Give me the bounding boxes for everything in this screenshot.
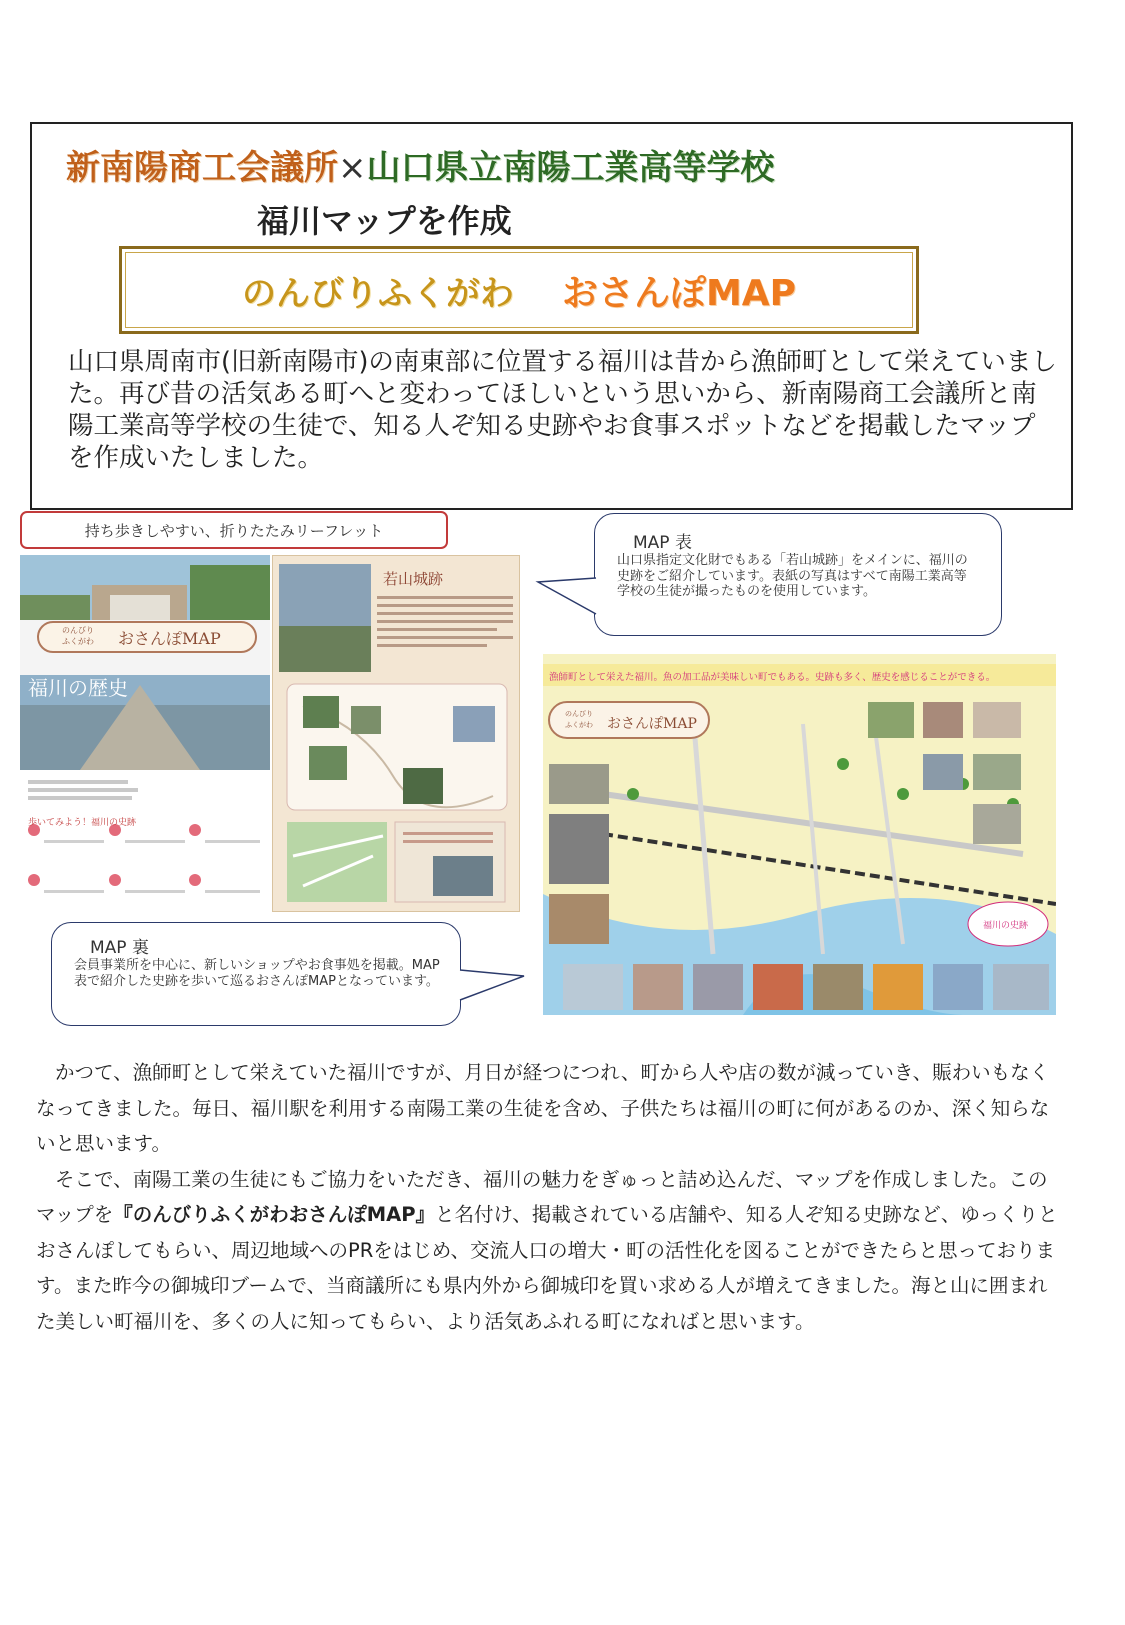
map-front-illustration: [543, 654, 1056, 1015]
leaflet-front-image: [20, 555, 270, 912]
leaflet-logo-main: おさんぽMAP: [118, 629, 221, 648]
body-p2-rest: と名付け、掲載されている店舗や、知る人ぞ知る史跡など、ゆっくりとおさんぽしてもらい、周辺地域へのPRをはじめ、交流人口の増大・町の活性化を図ることができたらと思っております。また昨今の御城印ブームで、当商議所にも県内外から御城印を買い求める人が増えてきました。海と山に囲まれた美しい町福川を、多くの人に知ってもらい、より活気あふれる町になればと思います。: [36, 1203, 1058, 1333]
map-name-part2: おさんぽMAP: [561, 272, 797, 314]
leaflet-inner-illustration: [273, 556, 520, 912]
header-title: [66, 140, 775, 189]
body-paragraph-2: [36, 1162, 1066, 1340]
cross-symbol: ×: [338, 148, 367, 188]
leaflet-inner-image: [272, 555, 520, 912]
callout-front-tail: [536, 576, 598, 618]
callout-map-back: [51, 922, 461, 1026]
callout-back-tail: [458, 966, 528, 1006]
callout-front-title: MAP 表: [633, 533, 692, 553]
body-p2-start: そこで、南陽工業の生徒にもご協力をいただき、福川の魅力をぎゅっと詰め込んだ、マップを作成しました。このマップを: [36, 1167, 1048, 1226]
leaflet-caption: 持ち歩きしやすい、折りたたみリーフレット: [20, 511, 448, 549]
map-logo-line2: ふくがわ: [565, 721, 593, 729]
map-banner-text: 漁師町として栄えた福川。魚の加工品が美味しい町でもある。史跡も多く、歴史を感じることができる。: [549, 672, 996, 683]
map-front-image: [543, 654, 1056, 1015]
callout-back-text: 会員事業所を中心に、新しいショップやお食事処を掲載。MAP表で紹介した史跡を歩いて巡るおさんぽMAPとなっています。: [74, 958, 440, 989]
map-logo-main: おさんぽMAP: [607, 716, 697, 732]
leaflet-front-illustration: [20, 555, 270, 912]
map-name-part1: のんびりふくがわ: [241, 273, 514, 314]
org-name-school: 山口県立南陽工業高等学校: [366, 148, 775, 188]
body-text: [36, 1055, 1066, 1339]
callout-back-title: MAP 裏: [90, 938, 149, 958]
leaflet-site-heading: 若山城跡: [383, 570, 444, 588]
leaflet-logo-line2: ふくがわ: [62, 637, 94, 646]
body-p2-map-title: 『のんびりふくがわおさんぽMAP』: [113, 1203, 436, 1226]
leaflet-logo-line1: のんびり: [62, 626, 94, 635]
org-name-chamber: 新南陽商工会議所: [66, 148, 338, 188]
header-box: [30, 122, 1073, 510]
leaflet-history-heading: 福川の歴史: [28, 676, 128, 700]
body-paragraph-1: かつて、漁師町として栄えていた福川ですが、月日が経つにつれ、町から人や店の数が減っていき、賑わいもなくなってきました。毎日、福川駅を利用する南陽工業の生徒を含め、子供たちは福川の町に何があるのか、深く知らないと思います。: [36, 1061, 1050, 1155]
leaflet-tag: 歩いてみよう！福川の史跡: [28, 818, 137, 828]
map-name-banner: [119, 246, 919, 334]
intro-text: 山口県周南市(旧新南陽市)の南東部に位置する福川は昔から漁師町として栄えていました。再び昔の活気ある町へと変わってほしいという思いから、新南陽商工会議所と南陽工業高等学校の生徒で、知る人ぞ知る史跡やお食事スポットなどを掲載したマップを作成いたしました。: [68, 347, 1057, 473]
callout-map-front: [594, 513, 1002, 636]
callout-front-text: 山口県指定文化財でもある「若山城跡」をメインに、福川の史跡をご紹介しています。表紙の写真はすべて南陽工業高等学校の生徒が撮ったものを使用しています。: [617, 553, 968, 599]
map-badge: 福川の史跡: [983, 921, 1029, 931]
map-logo-line1: のんびり: [565, 710, 593, 718]
header-subtitle: 福川マップを作成: [257, 202, 512, 240]
